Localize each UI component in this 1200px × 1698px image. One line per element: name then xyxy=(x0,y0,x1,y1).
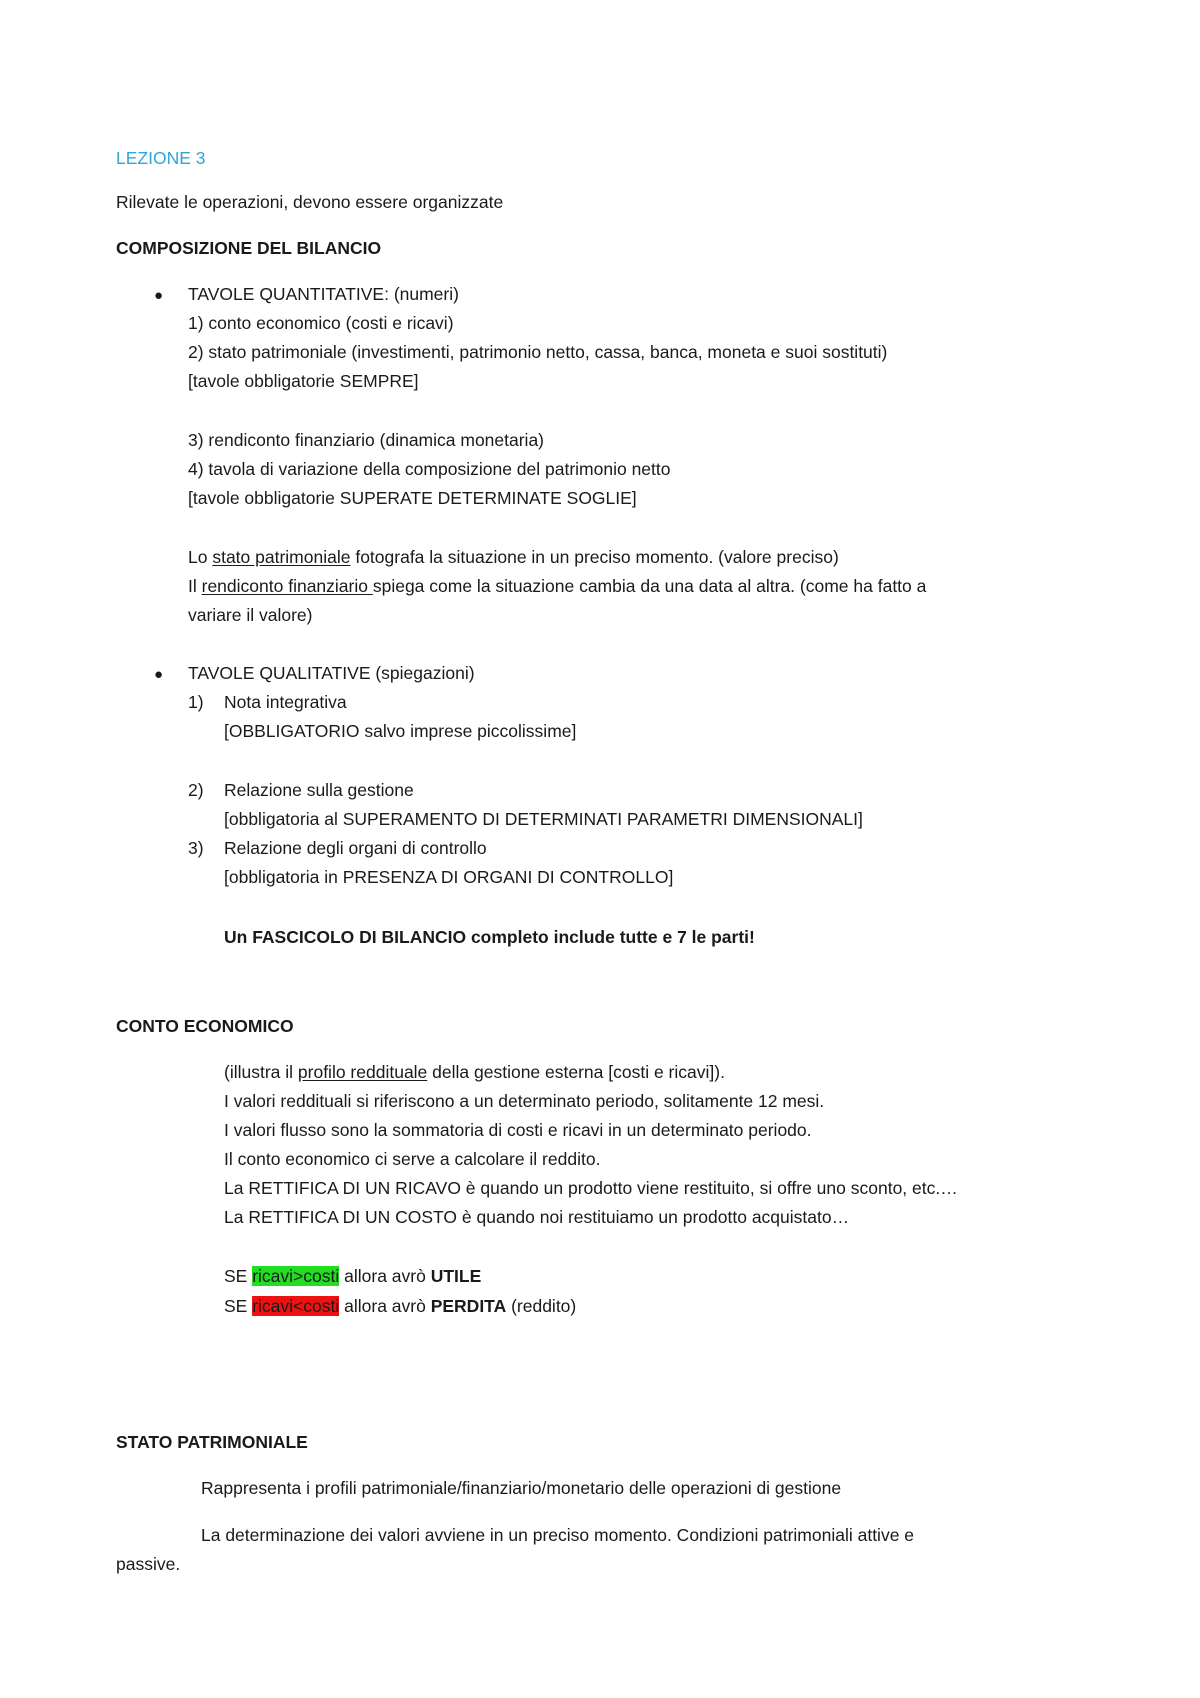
list-item-label: Relazione degli organi di controllo xyxy=(224,838,487,858)
paragraph-stato-patrimoniale xyxy=(188,549,839,567)
rule-perdita xyxy=(224,1298,576,1316)
highlight-green: ricavi>costi xyxy=(252,1266,340,1286)
highlight-red: ricavi<costi xyxy=(252,1296,340,1316)
bold-term: PERDITA xyxy=(430,1296,507,1316)
list-item-label: Relazione sulla gestione xyxy=(224,780,414,800)
list-item-number: 1) xyxy=(188,692,204,712)
text-fragment: Lo xyxy=(188,547,213,567)
bullet-icon: ● xyxy=(154,666,164,683)
intro-text: Rilevate le operazioni, devono essere organizzate xyxy=(116,192,504,212)
paragraph-continuation: variare il valore) xyxy=(188,605,313,625)
text-fragment: allora avrò xyxy=(339,1296,431,1316)
underlined-term: stato patrimoniale xyxy=(212,547,351,567)
paragraph-line: La RETTIFICA DI UN RICAVO è quando un prodotto viene restituito, si offre uno sconto, etc.… xyxy=(224,1178,958,1198)
paragraph-continuation: passive. xyxy=(116,1554,181,1574)
text-fragment: Il xyxy=(188,576,202,596)
text-fragment: spiega come la situazione cambia da una data al altra. (come ha fatto a xyxy=(372,576,927,596)
bullet-icon: ● xyxy=(154,287,164,304)
paragraph-line: Il conto economico ci serve a calcolare il reddito. xyxy=(224,1149,601,1169)
quantitative-title: TAVOLE QUANTITATIVE: (numeri) xyxy=(188,284,459,304)
rule-utile xyxy=(224,1268,481,1286)
text-fragment: allora avrò xyxy=(339,1266,431,1286)
section-heading-composizione: COMPOSIZIONE DEL BILANCIO xyxy=(116,238,382,258)
text-fragment: (reddito) xyxy=(506,1296,577,1316)
list-item: 2) stato patrimoniale (investimenti, patrimonio netto, cassa, banca, moneta e suoi sostituti) xyxy=(188,342,888,362)
text-fragment: (illustra il xyxy=(224,1062,298,1082)
lesson-title: LEZIONE 3 xyxy=(116,148,206,168)
paragraph-line: La RETTIFICA DI UN COSTO è quando noi restituiamo un prodotto acquistato… xyxy=(224,1207,850,1227)
section-heading-conto-economico: CONTO ECONOMICO xyxy=(116,1016,294,1036)
list-item-number: 3) xyxy=(188,838,204,858)
section-heading-stato-patrimoniale: STATO PATRIMONIALE xyxy=(116,1432,308,1452)
list-item: 4) tavola di variazione della composizione del patrimonio netto xyxy=(188,459,671,479)
list-item-number: 2) xyxy=(188,780,204,800)
summary-text: Un FASCICOLO DI BILANCIO completo include tutte e 7 le parti! xyxy=(224,927,755,947)
bold-term: UTILE xyxy=(430,1266,482,1286)
note-text: [tavole obbligatorie SEMPRE] xyxy=(188,371,419,391)
note-text: [tavole obbligatorie SUPERATE DETERMINATE SOGLIE] xyxy=(188,488,637,508)
text-fragment: fotografa la situazione in un preciso momento. (valore preciso) xyxy=(350,547,839,567)
note-text: [obbligatoria al SUPERAMENTO DI DETERMINATI PARAMETRI DIMENSIONALI] xyxy=(224,809,863,829)
paragraph-line: La determinazione dei valori avviene in un preciso momento. Condizioni patrimoniali attive e xyxy=(201,1525,915,1545)
paragraph-line: Rappresenta i profili patrimoniale/finanziario/monetario delle operazioni di gestione xyxy=(201,1478,842,1498)
underlined-term: profilo reddituale xyxy=(297,1062,428,1082)
note-text: [obbligatoria in PRESENZA DI ORGANI DI CONTROLLO] xyxy=(224,867,674,887)
qualitative-title: TAVOLE QUALITATIVE (spiegazioni) xyxy=(188,663,475,683)
note-text: [OBBLIGATORIO salvo imprese piccolissime] xyxy=(224,721,577,741)
list-item: 3) rendiconto finanziario (dinamica monetaria) xyxy=(188,430,545,450)
list-item: 1) conto economico (costi e ricavi) xyxy=(188,313,454,333)
paragraph-line xyxy=(224,1064,725,1082)
underlined-term: rendiconto finanziario xyxy=(201,576,373,596)
paragraph-line: I valori flusso sono la sommatoria di costi e ricavi in un determinato periodo. xyxy=(224,1120,812,1140)
text-fragment: SE xyxy=(224,1296,253,1316)
list-item-label: Nota integrativa xyxy=(224,692,347,712)
text-fragment: della gestione esterna [costi e ricavi]). xyxy=(427,1062,725,1082)
text-fragment: SE xyxy=(224,1266,253,1286)
paragraph-line: I valori reddituali si riferiscono a un determinato periodo, solitamente 12 mesi. xyxy=(224,1091,825,1111)
paragraph-rendiconto xyxy=(188,578,926,596)
